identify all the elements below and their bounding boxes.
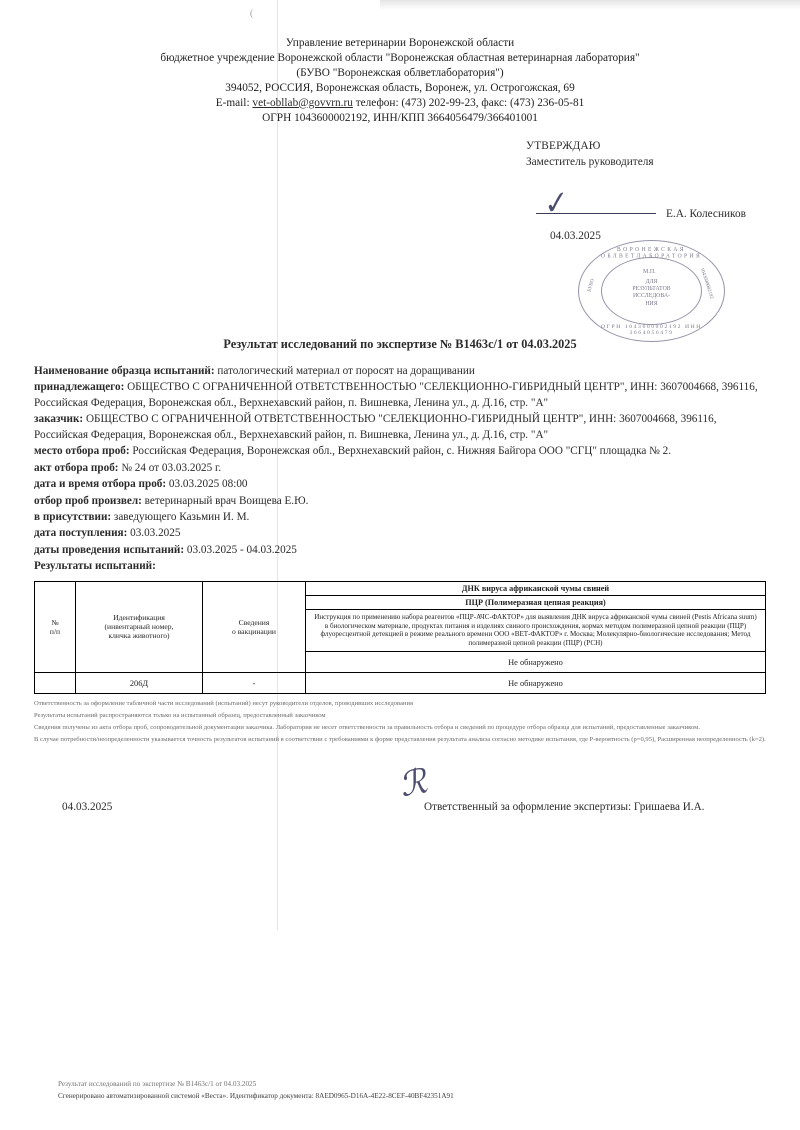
footnote-item: В случае потребности/неопределенности указывается точность результатов испытаний в соответствии с требованиями к форме представления результата анализа согласно методике испытания, где Р-вероятность (р=0,95), Расширенная неопределенность (k=2). bbox=[34, 735, 766, 743]
results-table bbox=[34, 581, 766, 694]
stamp-bottom-arc: ОГРН 1043600002192 ИНН 3664056479 bbox=[601, 324, 702, 336]
field-sampler-label: отбор проб произвел: bbox=[34, 494, 142, 507]
stamp-middle-text: ДЛЯ РЕЗУЛЬТАТОВ ИССЛЕДОВА- НИЯ bbox=[632, 279, 671, 307]
col-header-vaccination: Сведения о вакцинации bbox=[203, 581, 306, 672]
cell-number bbox=[35, 673, 76, 694]
field-customer-label: заказчик: bbox=[34, 413, 84, 426]
org-full-name: бюджетное учреждение Воронежской области "Воронежская областная ветеринарная лаборатория" bbox=[160, 51, 640, 64]
field-received-label: дата поступления: bbox=[34, 527, 128, 540]
field-sample-value: патологический материал от поросят на доращивании bbox=[217, 364, 475, 377]
col-header-analyte: ДНК вируса африканской чумы свиней bbox=[306, 581, 766, 595]
field-place-value: Российская Федерация, Воронежская обл., Верхнехавский район, с. Нижняя Байгора ООО "СГЦ" площадка № 2. bbox=[132, 445, 672, 458]
approval-block bbox=[526, 139, 766, 244]
cell-result-value: Не обнаружено bbox=[306, 673, 766, 694]
field-test-dates bbox=[34, 543, 766, 558]
field-place-label: место отбора проб: bbox=[34, 445, 130, 458]
approval-title: УТВЕРЖДАЮ bbox=[526, 140, 601, 153]
field-received bbox=[34, 526, 766, 541]
letterhead bbox=[34, 36, 766, 125]
email-label: E-mail: bbox=[215, 96, 253, 109]
col-header-method: ПЦР (Полимеразная цепная реакция) bbox=[306, 595, 766, 609]
field-owner-label: принадлежащего: bbox=[34, 381, 125, 394]
field-customer-value: ОБЩЕСТВО С ОГРАНИЧЕННОЙ ОТВЕТСТВЕННОСТЬЮ "СЕЛЕКЦИОННО-ГИБРИДНЫЙ ЦЕНТР", ИНН: 3607004668, 396116, Российская Федерация, Воронежская обл., Верхнехавский район, п. Вишневка, Ленина ул., д. Д.16, стр. "А" bbox=[34, 413, 717, 441]
bottom-responsible: Ответственный за оформление экспертизы: Гришаева И.А. bbox=[424, 800, 705, 813]
footnote-item: Результаты испытаний распространяются только на испытанный образец, предоставленный заказчиком bbox=[34, 712, 326, 720]
stamp-mp-label: М.П. bbox=[643, 269, 656, 275]
stamp-right-code: 1043600002192 bbox=[698, 267, 714, 300]
col-header-identification: Идентификация (инвентарный номер, кличка животного) bbox=[76, 581, 203, 672]
org-authority: Управление ветеринарии Воронежской области bbox=[285, 37, 515, 49]
footnotes bbox=[34, 699, 766, 745]
phone-fax: телефон: (473) 202-99-23, факс: (473) 236-05-81 bbox=[352, 96, 585, 109]
table-header-analyte-row bbox=[35, 581, 766, 595]
bottom-signature-block bbox=[34, 760, 766, 821]
footer-title-line: Результат исследований по экспертизе № В1463с/1 от 04.03.2025 bbox=[58, 1079, 257, 1088]
field-witness-label: в присутствии: bbox=[34, 510, 112, 523]
scan-artifact: ( bbox=[250, 8, 253, 18]
report-fields bbox=[34, 364, 766, 575]
handwritten-signature-responsible: ℛ bbox=[402, 760, 429, 806]
field-test-dates-label: даты проведения испытаний: bbox=[34, 543, 185, 556]
field-customer bbox=[34, 412, 766, 443]
official-stamp-icon bbox=[578, 240, 725, 342]
field-received-value: 03.03.2025 bbox=[130, 527, 181, 540]
field-datetime-label: дата и время отбора проб: bbox=[34, 478, 167, 491]
col-header-number: № п/п bbox=[35, 581, 76, 672]
footer-generated-line: Сгенерировано автоматизированной системой «Веста». Идентификатор документа: 8AED0965-D16A-4E22-8CEF-40BF42351A91 bbox=[58, 1091, 454, 1100]
page-footer bbox=[58, 1078, 454, 1102]
org-short-name: (БУВО "Воронежская облветлаборатория") bbox=[296, 66, 504, 79]
approval-name: Е.А. Колесников bbox=[666, 208, 746, 221]
field-witness-value: заведующего Казьмин И. М. bbox=[113, 510, 250, 523]
field-owner-value: ОБЩЕСТВО С ОГРАНИЧЕННОЙ ОТВЕТСТВЕННОСТЬЮ "СЕЛЕКЦИОННО-ГИБРИДНЫЙ ЦЕНТР", ИНН: 3607004668, 396116, Российская Федерация, Воронежская обл., Верхнехавский район, п. Вишневка, Ленина ул., д. Д.16, стр. "А" bbox=[34, 381, 758, 409]
results-label: Результаты испытаний: bbox=[34, 560, 156, 573]
email-link[interactable]: vet-obllab@govvrn.ru bbox=[252, 96, 353, 109]
org-registry-codes: ОГРН 1043600002192, ИНН/КПП 3664056479/366401001 bbox=[262, 111, 538, 124]
col-header-instruction: Инструкция по применению набора реагентов «ПЦР-АЧС-ФАКТОР» для выявления ДНК вируса африканской чумы свиней (Pestis Africana suum) в биологическом материале, продуктах питания и изделиях свиного происхождения, кормах методом полимеразной цепной реакции (ПЦР) флуоресцентной детекцией в режиме реального времени ООО «ВЕТ-ФАКТОР» г. Москва; Молекулярно-биологические исследования; Метод полимеразной цепной реакции (ПЦР) (РСН) bbox=[306, 609, 766, 651]
scan-edge-shadow bbox=[380, 0, 800, 10]
field-place bbox=[34, 444, 766, 459]
page-title: Результат исследований по экспертизе № В1463с/1 от 04.03.2025 bbox=[223, 336, 577, 351]
field-sampler bbox=[34, 494, 766, 509]
signature-line bbox=[536, 213, 656, 214]
approval-signature-row bbox=[526, 183, 766, 225]
cell-identification: 206Д bbox=[76, 673, 203, 694]
cell-vaccination: - bbox=[203, 673, 306, 694]
org-address: 394052, РОССИЯ, Воронежская область, Воронеж, ул. Острогожская, 69 bbox=[225, 81, 575, 94]
stamp-left-code: БУВО bbox=[587, 278, 596, 293]
footnote-item: Ответственность за оформление табличной части исследований (испытаний) несут руководители отделов, проводивших исследования bbox=[34, 700, 414, 708]
stamp-top-arc: ВОРОНЕЖСКАЯ ОБЛВЕТЛАБОРАТОРИЯ bbox=[600, 246, 703, 260]
field-owner bbox=[34, 380, 766, 411]
field-sample-label: Наименование образца испытаний: bbox=[34, 364, 215, 377]
field-datetime-value: 03.03.2025 08:00 bbox=[168, 478, 248, 491]
field-act-value: № 24 от 03.03.2025 г. bbox=[121, 461, 222, 474]
field-results-heading bbox=[34, 559, 766, 574]
field-witness bbox=[34, 510, 766, 525]
handwritten-signature: ✓ bbox=[543, 183, 571, 224]
field-test-dates-value: 03.03.2025 - 04.03.2025 bbox=[186, 543, 297, 556]
approval-position: Заместитель руководителя bbox=[526, 156, 654, 169]
field-datetime bbox=[34, 477, 766, 492]
approval-date: 04.03.2025 bbox=[550, 230, 601, 243]
table-row bbox=[35, 673, 766, 694]
org-contacts bbox=[34, 96, 766, 111]
field-act bbox=[34, 461, 766, 476]
bottom-date: 04.03.2025 bbox=[62, 800, 113, 813]
field-sampler-value: ветеринарный врач Воищева Е.Ю. bbox=[144, 494, 309, 507]
field-sample bbox=[34, 364, 766, 379]
field-act-label: акт отбора проб: bbox=[34, 461, 119, 474]
footnote-item: Сведения получены из акта отбора проб, сопроводительной документации заказчика. Лаборатория не несет ответственности за правильность отбора и сведений по процедуре отбора образца для испытаний, предоставленные заказчиком. bbox=[34, 723, 700, 731]
cell-result: Не обнаружено bbox=[306, 652, 766, 673]
